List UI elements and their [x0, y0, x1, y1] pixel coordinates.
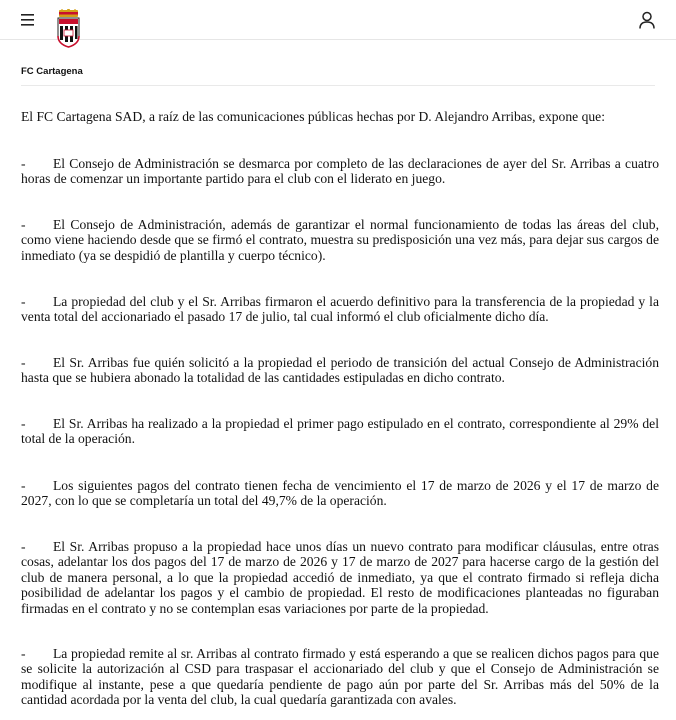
article-intro: El FC Cartagena SAD, a raíz de las comunicaciones públicas hechas por D. Alejandro Arribas, expone que: [21, 109, 605, 124]
top-navigation-bar [0, 0, 676, 40]
section-title: FC Cartagena [21, 66, 83, 77]
statement-text: El Sr. Arribas fue quién solicitó a la propiedad el periodo de transición del actual Consejo de Administración hasta que se hubiera abonado la totalidad de las cantidades estipuladas en dicho contrato. [21, 355, 659, 386]
statement-text: La propiedad remite al sr. Arribas al contrato firmado y está esperando a que se realicen dichos pagos para que se solicite la autorización al CSD para traspasar el accionariado del club y que el Consejo de Administración se modifique al instante, pese a que quedaría pendiente de pago aún por parte del Sr. Arribas más del 50% de la cantidad acordada por la venta del club, la cual quedaría garantizada con avales. [21, 646, 659, 708]
user-account-icon[interactable] [637, 10, 657, 30]
statement-text: El Consejo de Administración, además de garantizar el normal funcionamiento de todas las áreas del club, como viene haciendo desde que se firmó el contrato, muestra su predisposición una vez más, para dejar sus cargos de inmediato (ya se despidió de plantilla y cuerpo técnico). [21, 217, 659, 263]
bullet-dash: - [21, 355, 26, 370]
bullet-dash: - [21, 539, 26, 554]
statement-point-7 [21, 539, 659, 616]
statement-text: Los siguientes pagos del contrato tienen fecha de vencimiento el 17 de marzo de 2026 y el 17 de marzo de 2027, con lo que se completaría un total del 49,7% de la operación. [21, 478, 659, 509]
hamburger-menu-icon[interactable] [20, 12, 38, 28]
statement-text: El Sr. Arribas ha realizado a la propiedad el primer pago estipulado en el contrato, correspondiente al 29% del total de la operación. [21, 416, 659, 447]
statement-point-4 [21, 355, 659, 386]
bullet-dash: - [21, 416, 26, 431]
bullet-dash: - [21, 156, 26, 171]
statement-text: La propiedad del club y el Sr. Arribas firmaron el acuerdo definitivo para la transferencia de la propiedad y la venta total del accionariado el pasado 17 de julio, tal cual informó el club oficialmente dicho día. [21, 294, 659, 325]
statement-point-6 [21, 478, 659, 509]
statement-point-1 [21, 156, 659, 187]
section-divider [21, 85, 655, 86]
statement-point-3 [21, 294, 659, 325]
bullet-dash: - [21, 294, 26, 309]
statement-text: El Consejo de Administración se desmarca por completo de las declaraciones de ayer del Sr. Arribas a cuatro horas de comenzar un importante partido para el club con el liderato en juego. [21, 156, 659, 187]
statement-point-8 [21, 646, 659, 708]
statement-point-2 [21, 217, 659, 263]
statement-point-5 [21, 416, 659, 447]
bullet-dash: - [21, 646, 26, 661]
fc-cartagena-crest-icon[interactable] [56, 9, 81, 48]
statement-text: El Sr. Arribas propuso a la propiedad hace unos días un nuevo contrato para modificar cláusulas, entre otras cosas, adelantar los dos pagos del 17 de marzo de 2026 y 17 de marzo de 2027 para hacerse cargo de la gestión del club de manera personal, a lo que la propiedad accedió de inmediato, ya que el contrato firmado si refleja dicha posibilidad de adelantar los pagos y el cambio de propiedad. El resto de modificaciones planteadas no figuraban firmadas en el contrato y no se contemplan esas variaciones por parte de la propiedad. [21, 539, 659, 616]
bullet-dash: - [21, 478, 26, 493]
bullet-dash: - [21, 217, 26, 232]
